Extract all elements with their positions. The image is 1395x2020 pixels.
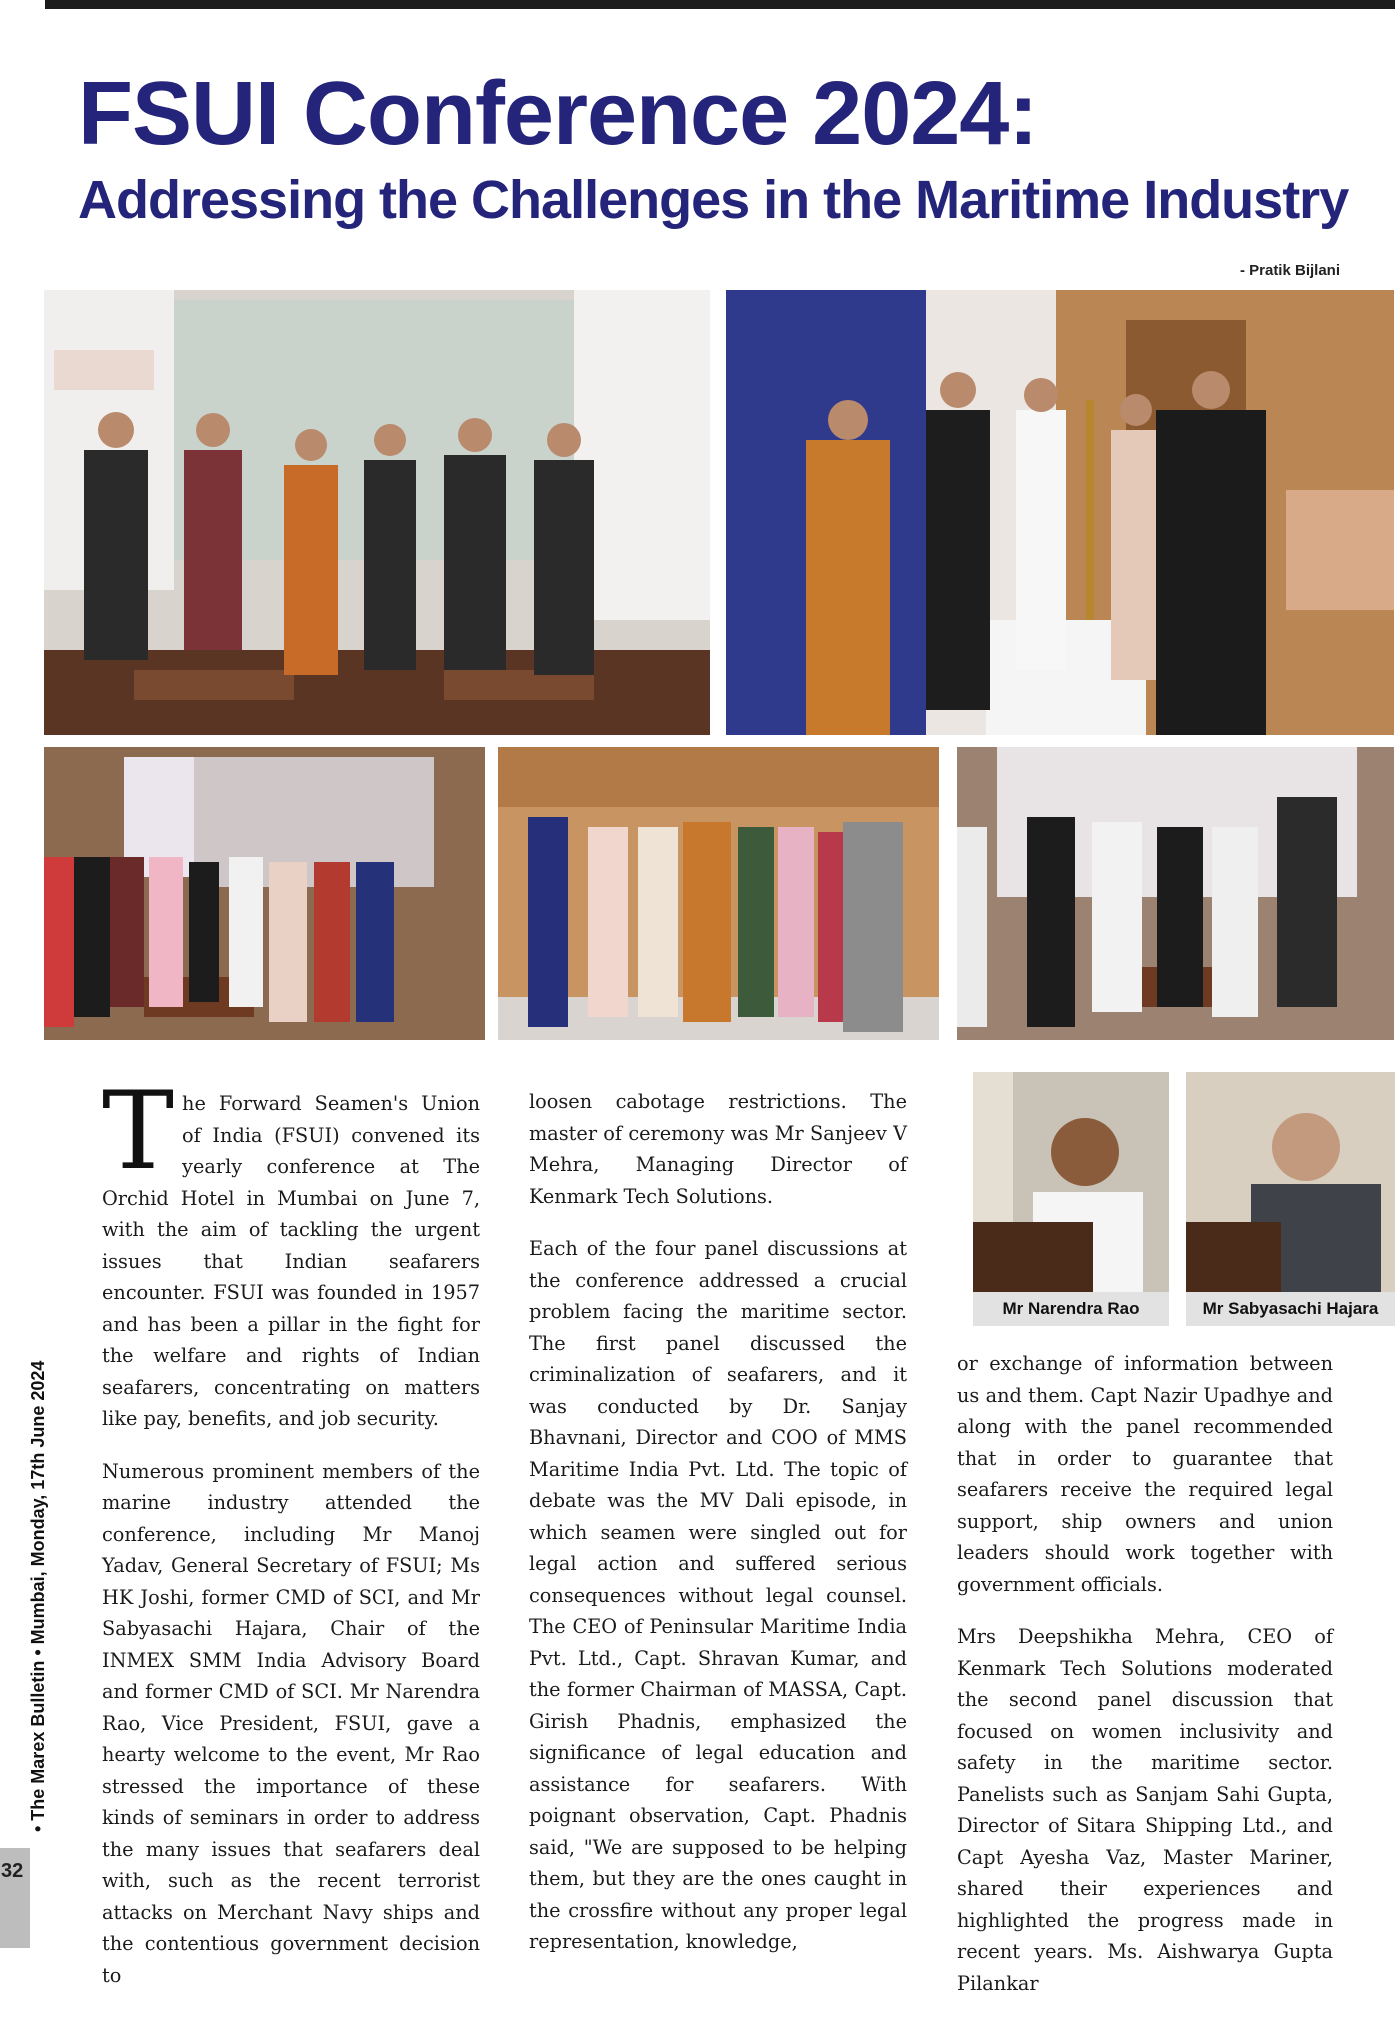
page-number: 32 [1,1860,24,1882]
article-paragraph: Mrs Deepshikha Mehra, CEO of Kenmark Tech Solutions moderated the second panel discussion that focused on women inclusivity and safety in the maritime sector. Panelists such as Sanjam Sahi Gupta, Director of Sitara Shipping Ltd., and Capt Ayesha Vaz, Master Mariner, shared their experiences and highlighted the progress made in recent years. Ms. Aishwarya Gupta Pilankar [957,1625,1333,1995]
article-paragraph: or exchange of information between us and them. Capt Nazir Upadhye and along with the panel recommended that in order to guarantee that seafarers receive the required legal support, ship owners and union leaders should work together with government officials. [957,1352,1333,1596]
article-paragraph: Numerous prominent members of the marine industry attended the conference, including Mr Manoj Yadav, General Secretary of FSUI; Ms HK Joshi, former CMD of SCI, and Mr Sabyasachi Hajara, Chair of the INMEX SMM India Advisory Board and former CMD of SCI. Mr Narendra Rao, Vice President, FSUI, gave a hearty welcome to the event, Mr Rao stressed the importance of these kinds of seminars in order to address the many issues that seafarers deal with, such as the recent terrorist attacks on Merchant Navy ships and the contentious government decision to [102,1459,480,1987]
article-paragraph: The Forward Seamen's Union of India (FSUI) convened its yearly conference at The Orchid Hotel in Mumbai on June 7, with the aim of tackling the urgent issues that Indian seafarers encounter. FSUI was founded in 1957 and has been a pillar in the fight for the welfare and rights of Indian seafarers, concentrating on matters like pay, benefits, and job security. [102,1069,480,1430]
article-paragraph: loosen cabotage restrictions. The master of ceremony was Mr Sanjeev V Mehra, Managing Director of Kenmark Tech Solutions. [529,1090,907,1208]
top-rule [45,0,1395,9]
portrait-caption: Mr Sabyasachi Hajara [1186,1292,1395,1326]
photo-group-stage [44,290,710,735]
subheadline: Addressing the Challenges in the Maritime Industry [78,170,1349,230]
photo-officials-group [957,747,1394,1040]
portrait-sabyasachi-hajara [1186,1072,1395,1326]
publication-spine: • The Marex Bulletin • Mumbai, Monday, 17th June 2024 [28,1360,48,1832]
photo-women-group [44,747,485,1040]
article-column-2 [529,1086,907,1979]
article-column-3 [957,1348,1333,2020]
article-column-1 [102,1069,480,2012]
article-paragraph: Each of the four panel discussions at the conference addressed a crucial problem facing the maritime sector. The first panel discussed the criminalization of seafarers, and it was conducted by Dr. Sanjay Bhavnani, Director and COO of MMS Maritime India Pvt. Ltd. The topic of debate was the MV Dali episode, in which seamen were singled out for legal action and suffered serious consequences without legal counsel. The CEO of Peninsular Maritime India Pvt. Ltd., Capt. Shravan Kumar, and the former Chairman of MASSA, Capt. Girish Phadnis, emphasized the significance of legal education and assistance for seafarers. With poignant observation, Capt. Phadnis said, "We are supposed to be helping them, but they are the ones caught in the crossfire without any proper legal representation, knowledge, [529,1237,907,1953]
portrait-caption: Mr Narendra Rao [973,1292,1169,1326]
portrait-narendra-rao [973,1072,1169,1326]
byline: - Pratik Bijlani [1239,262,1340,279]
headline: FSUI Conference 2024: [78,64,1038,164]
page-number-tab [0,1848,30,1948]
photo-lamp-lighting [726,290,1394,735]
drop-cap: T [102,1069,175,1194]
photo-delegates-hall [498,747,939,1040]
